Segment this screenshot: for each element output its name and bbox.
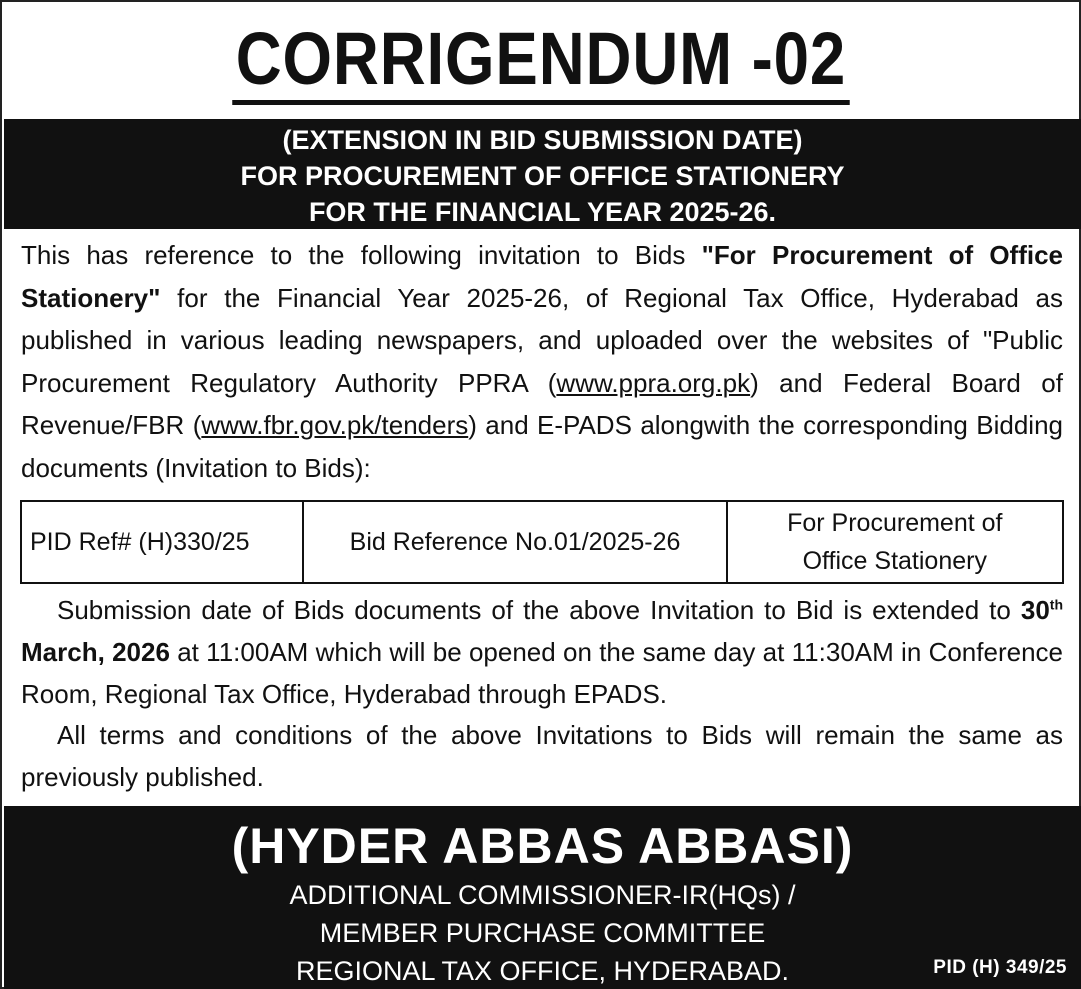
extension-text-2: at 11:00AM which will be opened on the same day at 11:30AM in Conference Room, Regional Tax Office, Hyderabad through EPADS.: [21, 637, 1063, 709]
pid-number: PID (H) 349/25: [933, 957, 1067, 978]
date-month-year: March, 2026: [21, 637, 170, 667]
ppra-link: www.ppra.org.pk: [556, 367, 751, 398]
fbr-link: www.fbr.gov.pk/tenders: [201, 410, 469, 440]
table-row: [21, 501, 1063, 583]
bid-reference-table: [20, 500, 1064, 584]
intro-text-3: ) and Federal Board of Revenue/FBR (: [21, 367, 1063, 440]
subject-line-2: Office Stationery: [802, 547, 987, 575]
banner-line-1: (EXTENSION IN BID SUBMISSION DATE): [282, 125, 803, 155]
terms-paragraph: [21, 714, 1063, 798]
title-container: [2, 17, 1079, 105]
pid-ref-cell: PID Ref# (H)330/25: [21, 501, 303, 583]
notice-title: CORRIGENDUM -02: [232, 20, 849, 105]
intro-bold-subject: "For Procurement of Office Stationery": [21, 240, 1063, 313]
signer-name: (HYDER ABBAS ABBASI): [231, 818, 854, 874]
date-suffix: th: [1049, 596, 1063, 613]
banner-line-2: FOR PROCUREMENT OF OFFICE STATIONERY: [240, 161, 845, 191]
extension-paragraph: [21, 589, 1063, 715]
subject-line-1: For Procurement of: [787, 509, 1003, 537]
date-day: 30: [1020, 595, 1050, 625]
intro-paragraph: [21, 234, 1063, 489]
intro-text-2: for the Financial Year 2025-26, of Regional Tax Office, Hyderabad as published in various leading newspapers, and uploaded over the websites of "Public Procurement Regulatory Authority PPRA (: [21, 282, 1063, 398]
designation-line-2: MEMBER PURCHASE COMMITTEE: [319, 918, 766, 948]
subject-banner: [4, 119, 1081, 229]
bid-ref-cell: Bid Reference No.01/2025-26: [303, 501, 726, 583]
subject-cell: [727, 501, 1063, 583]
banner-line-3: FOR THE FINANCIAL YEAR 2025-26.: [308, 197, 777, 227]
extension-text-1: Submission date of Bids documents of the above Invitation to Bid is extended to: [57, 595, 1021, 625]
designation-line-3: REGIONAL TAX OFFICE, HYDERABAD.: [295, 956, 790, 986]
designation-line-1: ADDITIONAL COMMISSIONER-IR(HQs) /: [289, 880, 796, 910]
intro-text-1: This has reference to the following invitation to Bids: [21, 240, 702, 270]
terms-text: All terms and conditions of the above Invitations to Bids will remain the same as previously published.: [21, 720, 1063, 792]
signer-designation: [4, 876, 1081, 989]
intro-text-4: ) and E-PADS alongwith the corresponding Bidding documents (Invitation to Bids):: [21, 410, 1063, 483]
signature-block: [4, 806, 1081, 989]
